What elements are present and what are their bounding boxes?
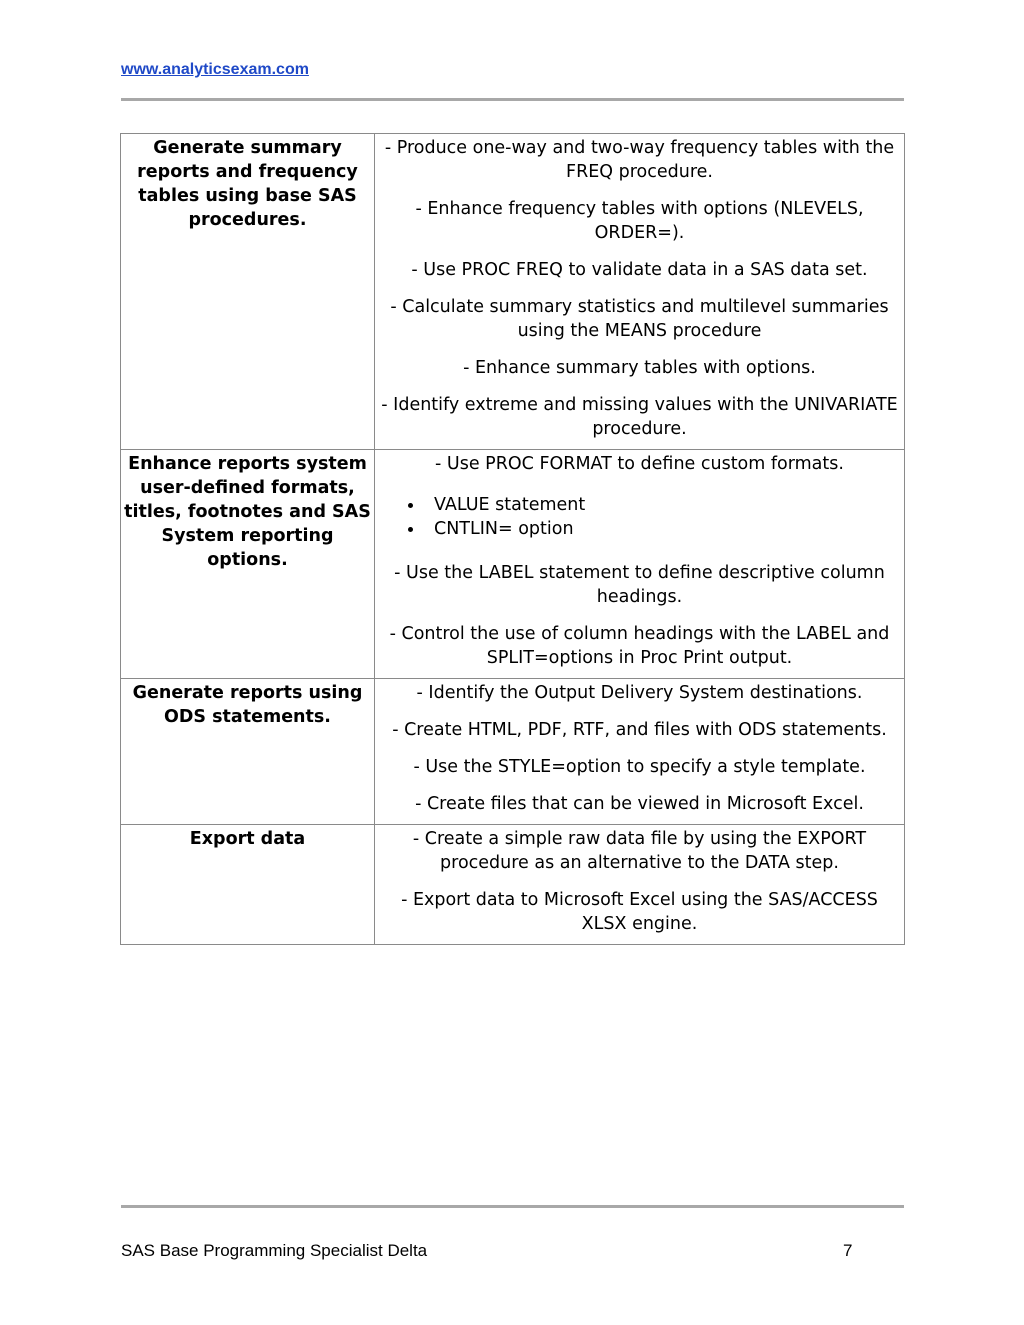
- detail-item: - Create a simple raw data file by using the EXPORT procedure as an alternative to the DATA step.: [412, 829, 867, 873]
- topic-cell: Generate summary reports and frequency tables using base SAS procedures.: [121, 134, 375, 450]
- detail-item: - Create files that can be viewed in Microsoft Excel.: [415, 794, 864, 814]
- table-row: [121, 134, 905, 450]
- website-link[interactable]: www.analyticsexam.com: [121, 61, 309, 78]
- detail-item: - Control the use of column headings with the LABEL and SPLIT=options in Proc Print output.: [389, 624, 890, 668]
- detail-item: - Calculate summary statistics and multilevel summaries using the MEANS procedure: [390, 297, 889, 341]
- topic-cell: Enhance reports system user-defined formats, titles, footnotes and SAS System reporting options.: [121, 450, 375, 679]
- detail-item: - Use PROC FORMAT to define custom formats.: [435, 454, 844, 474]
- detail-item: - Enhance frequency tables with options (NLEVELS, ORDER=).: [415, 199, 864, 243]
- bullet-list: [376, 493, 903, 541]
- detail-item: - Create HTML, PDF, RTF, and files with ODS statements.: [392, 720, 887, 740]
- table-row: [121, 450, 905, 679]
- detail-item: - Export data to Microsoft Excel using the SAS/ACCESS XLSX engine.: [401, 890, 878, 934]
- topic-cell: Export data: [121, 825, 375, 945]
- details-cell: [375, 134, 905, 450]
- topic-cell: Generate reports using ODS statements.: [121, 679, 375, 825]
- details-cell: [375, 825, 905, 945]
- header-divider: [121, 98, 904, 101]
- table-row: [121, 825, 905, 945]
- page-number: 7: [843, 1241, 853, 1260]
- bullet-item: VALUE statement: [406, 493, 903, 517]
- detail-item: - Identify the Output Delivery System destinations.: [416, 683, 863, 703]
- table-row: [121, 679, 905, 825]
- bullet-item: CNTLIN= option: [406, 517, 903, 541]
- detail-item: - Identify extreme and missing values with the UNIVARIATE procedure.: [381, 395, 898, 439]
- footer-title: SAS Base Programming Specialist Delta: [121, 1241, 428, 1260]
- detail-item: - Use the STYLE=option to specify a style template.: [413, 757, 866, 777]
- details-cell: [375, 450, 905, 679]
- details-cell: [375, 679, 905, 825]
- footer-divider: [121, 1205, 904, 1208]
- detail-item: - Use the LABEL statement to define descriptive column headings.: [394, 563, 885, 607]
- detail-item: - Produce one-way and two-way frequency tables with the FREQ procedure.: [384, 138, 895, 182]
- objectives-table: [120, 133, 905, 945]
- detail-item: - Use PROC FREQ to validate data in a SAS data set.: [411, 260, 868, 280]
- detail-item: - Enhance summary tables with options.: [463, 358, 816, 378]
